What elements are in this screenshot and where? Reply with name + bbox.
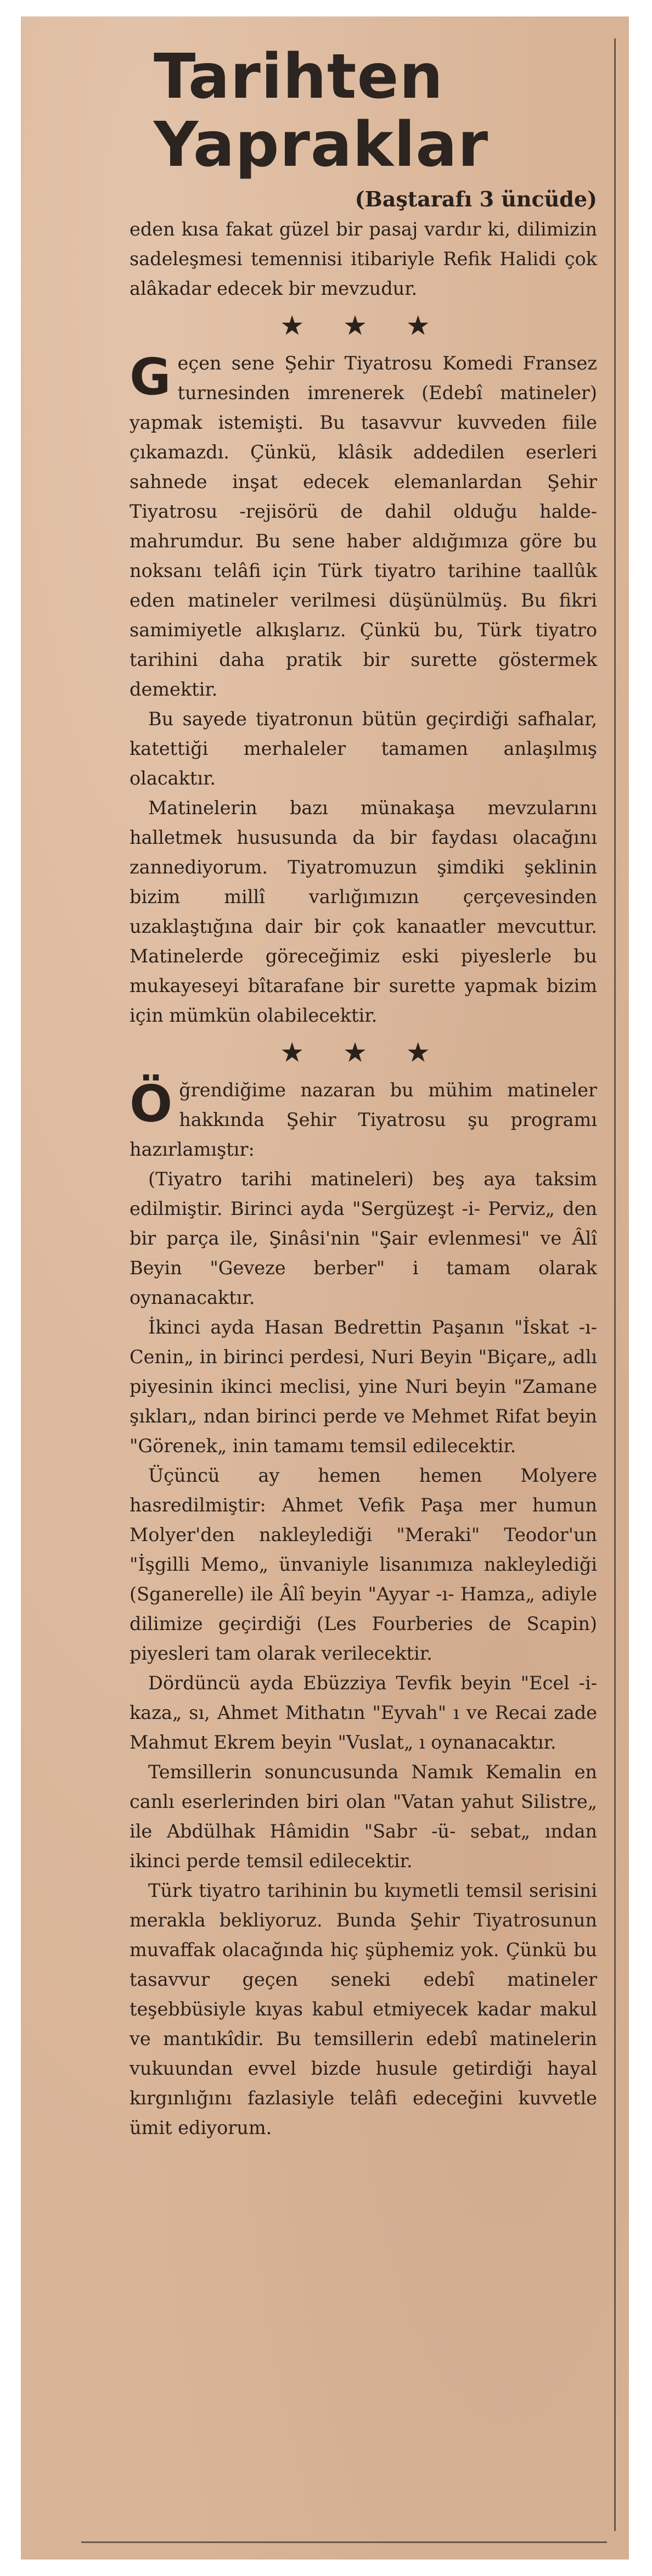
- paragraph: Dördüncü ayda Ebüzziya Tevfik beyin "Ecel -i- kaza„ sı, Ahmet Mithatın "Eyvah" ı ve Recai zade Mahmut Ekrem beyin "Vuslat„ ı oynanacaktır.: [130, 1672, 597, 1753]
- paragraph: Matinelerin bazı münakaşa mevzularını halletmek hususunda da bir faydası olacağını zannediyorum. Tiyatromuzun şimdiki şeklinin bizim millî varlığımızın çerçevesinden uzaklaştığına dair bir çok kanaatler mevcuttur. Matinelerde göreceğimiz eski piyeslerle bu mukayeseyi bîtarafane bir surette yapmak bizim için mümkün olabilecektir.: [130, 797, 597, 1026]
- paragraph: Temsillerin sonuncusunda Namık Kemalin en canlı eserlerinden biri olan "Vatan yahut Silistre„ ile Abdülhak Hâmidin "Sabr -ü- sebat„ ından ikinci perde temsil edilecektir.: [130, 1761, 597, 1872]
- paragraph: Türk tiyatro tarihinin bu kıymetli temsil serisini merakla bekliyoruz. Bunda Şehir Tiyatrosunun muvaffak olacağında hiç şüphemiz yok. Çünkü bu tasavvur geçen seneki edebî matineler teşebbüsiyle kıyas kabul etmiyecek kadar makul ve mantıkîdir. Bu temsillerin edebî matinelerin vukuundan evvel bizde husule getirdiği hayal kırgınlığını fazlasiyle telâfi edeceğini kuvvetle ümit ediyorum.: [130, 1880, 597, 2138]
- column-rule-right: [614, 38, 616, 2531]
- dropcap-g: G: [130, 348, 171, 406]
- paragraph: Üçüncü ay hemen hemen Molyere hasredilmiştir: Ahmet Vefik Paşa mer humun Molyer'den nakleylediği "Meraki" Teodor'un "İşgilli Memo„ ünvaniyle lisanımıza nakleylediği (Sganerelle) ile Âlî beyin "Ayyar -ı- Hamza„ adiyle dilimize geçirdiği (Les Fourberies de Scapin) piyesleri tam olarak verilecektir.: [130, 1465, 597, 1664]
- headline-line-1: Tarihten: [154, 41, 444, 113]
- section-1: [130, 349, 597, 1031]
- article-column: [130, 43, 597, 2143]
- paragraph: (Tiyatro tarihi matineleri) beş aya taksim edilmiştir. Birinci ayda "Sergüzeşt -i- Perviz„ den bir parça ile, Şinâsi'nin "Şair evlenmesi" ve Âlî Beyin "Geveze berber" i tamam olarak oynanacaktır.: [130, 1168, 597, 1308]
- column-rule-bottom: [81, 2541, 607, 2543]
- section-separator-1: ★ ★ ★: [281, 312, 446, 340]
- continued-from-note: (Baştarafı 3 üncüde): [355, 187, 597, 211]
- section-2: [130, 1076, 597, 2143]
- newspaper-clipping: [21, 16, 629, 2560]
- paragraph: eçen sene Şehir Tiyatrosu Komedi Fransez turnesinden imrenerek (Edebî matineler) yapmak istemişti. Bu tasavvur kuvveden fiile çıkamazdı. Çünkü, klâsik addedilen eserleri sahnede inşat edecek elemanlardan Şehir Tiyatrosu -rejisörü de dahil olduğu halde- mahrumdur. Bu sene haber aldığımıza göre bu noksanı telâfi için Türk tiyatro tarihine taallûk eden matineler verilmesi düşünülmüş. Bu fikri samimiyetle alkışlarız. Çünkü bu, Türk tiyatro tarihini daha pratik bir surette göstermek demektir.: [130, 352, 597, 700]
- intro-paragraph: eden kısa fakat güzel bir pasaj vardır ki, dilimizin sadeleşmesi temennisi itibariyle Refik Halidi çok alâkadar edecek bir mevzudur.: [130, 219, 597, 299]
- section-separator-2: ★ ★ ★: [281, 1039, 446, 1067]
- paragraph: Bu sayede tiyatronun bütün geçirdiği safhalar, katettiği merhaleler tamamen anlaşılmış olacaktır.: [130, 708, 597, 789]
- headline-line-2: Yapraklar: [154, 109, 489, 181]
- dropcap-o: Ö: [130, 1074, 173, 1133]
- paragraph: ğrendiğime nazaran bu mühim matineler hakkında Şehir Tiyatrosu şu programı hazırlamıştır:: [130, 1079, 597, 1160]
- paragraph: İkinci ayda Hasan Bedrettin Paşanın "İskat -ı- Cenin„ in birinci perdesi, Nuri Beyin "Biçare„ adlı piyesinin ikinci meclisi, yine Nuri beyin "Zamane şıkları„ ndan birinci perde ve Mehmet Rifat beyin "Görenek„ inin tamamı temsil edilecektir.: [130, 1317, 597, 1457]
